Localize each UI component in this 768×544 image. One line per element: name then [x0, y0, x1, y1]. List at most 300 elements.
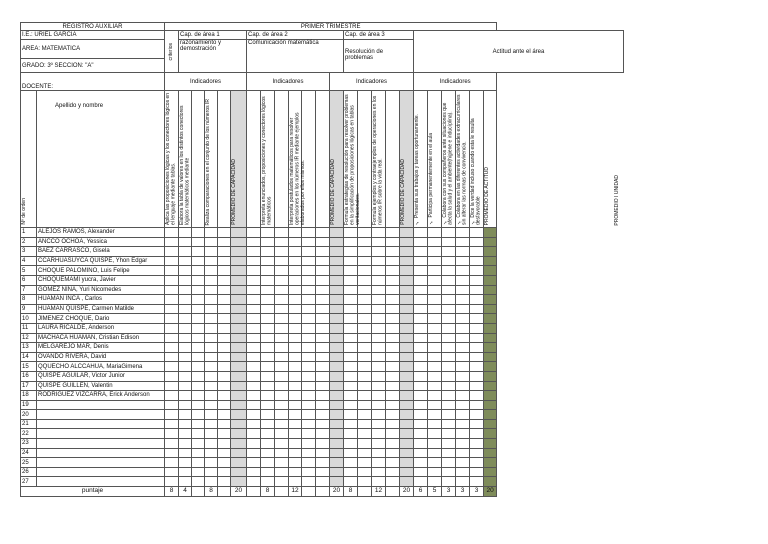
grade-cell[interactable]	[275, 410, 289, 420]
grade-cell[interactable]	[428, 371, 442, 381]
grade-cell[interactable]	[179, 333, 192, 343]
grade-cell[interactable]	[192, 429, 205, 439]
grade-cell[interactable]	[414, 381, 428, 391]
grade-cell[interactable]	[289, 343, 302, 353]
grade-cell[interactable]	[386, 448, 400, 458]
grade-cell[interactable]	[442, 477, 456, 487]
grade-cell[interactable]	[344, 391, 358, 401]
grade-cell[interactable]	[247, 400, 261, 410]
grade-cell[interactable]	[386, 419, 400, 429]
grade-cell[interactable]	[414, 400, 428, 410]
grade-cell[interactable]	[344, 333, 358, 343]
grade-cell[interactable]	[358, 304, 372, 314]
grade-cell[interactable]	[456, 467, 470, 477]
grade-cell[interactable]	[192, 410, 205, 420]
grade-cell[interactable]	[456, 295, 470, 305]
grade-cell[interactable]	[358, 419, 372, 429]
grade-cell[interactable]	[372, 247, 386, 257]
grade-cell[interactable]	[470, 304, 484, 314]
grade-cell[interactable]	[344, 381, 358, 391]
grade-cell[interactable]	[442, 275, 456, 285]
grade-cell[interactable]	[205, 477, 218, 487]
grade-cell[interactable]	[428, 266, 442, 276]
grade-cell[interactable]	[205, 381, 218, 391]
grade-cell[interactable]	[165, 275, 179, 285]
grade-cell[interactable]	[247, 352, 261, 362]
grade-cell[interactable]	[316, 458, 330, 468]
grade-cell[interactable]	[316, 400, 330, 410]
grade-cell[interactable]	[470, 266, 484, 276]
grade-cell[interactable]	[247, 304, 261, 314]
grade-cell[interactable]	[442, 439, 456, 449]
grade-cell[interactable]	[344, 477, 358, 487]
grade-cell[interactable]	[484, 266, 497, 276]
grade-cell[interactable]	[414, 333, 428, 343]
grade-cell[interactable]	[456, 323, 470, 333]
grade-cell[interactable]	[484, 381, 497, 391]
grade-cell[interactable]	[289, 304, 302, 314]
grade-cell[interactable]	[330, 391, 344, 401]
grade-cell[interactable]	[165, 314, 179, 324]
grade-cell[interactable]	[456, 410, 470, 420]
grade-cell[interactable]	[442, 285, 456, 295]
grade-cell[interactable]	[302, 343, 316, 353]
grade-cell[interactable]	[386, 333, 400, 343]
grade-cell[interactable]	[400, 439, 414, 449]
grade-cell[interactable]	[470, 467, 484, 477]
grade-cell[interactable]	[247, 247, 261, 257]
grade-cell[interactable]	[275, 400, 289, 410]
grade-cell[interactable]	[484, 362, 497, 372]
grade-cell[interactable]	[344, 314, 358, 324]
grade-cell[interactable]	[218, 448, 231, 458]
grade-cell[interactable]	[275, 429, 289, 439]
grade-cell[interactable]	[386, 458, 400, 468]
grade-cell[interactable]	[261, 304, 275, 314]
grade-cell[interactable]	[205, 419, 218, 429]
grade-cell[interactable]	[275, 419, 289, 429]
grade-cell[interactable]	[165, 266, 179, 276]
grade-cell[interactable]	[386, 256, 400, 266]
grade-cell[interactable]	[358, 410, 372, 420]
grade-cell[interactable]	[484, 458, 497, 468]
grade-cell[interactable]	[165, 371, 179, 381]
grade-cell[interactable]	[275, 247, 289, 257]
grade-cell[interactable]	[330, 256, 344, 266]
grade-cell[interactable]	[289, 467, 302, 477]
grade-cell[interactable]	[218, 343, 231, 353]
grade-cell[interactable]	[179, 477, 192, 487]
grade-cell[interactable]	[414, 362, 428, 372]
grade-cell[interactable]	[400, 275, 414, 285]
grade-cell[interactable]	[179, 314, 192, 324]
grade-cell[interactable]	[372, 477, 386, 487]
grade-cell[interactable]	[400, 314, 414, 324]
grade-cell[interactable]	[302, 400, 316, 410]
grade-cell[interactable]	[456, 304, 470, 314]
grade-cell[interactable]	[400, 333, 414, 343]
grade-cell[interactable]	[428, 381, 442, 391]
grade-cell[interactable]	[316, 295, 330, 305]
grade-cell[interactable]	[330, 266, 344, 276]
grade-cell[interactable]	[289, 256, 302, 266]
grade-cell[interactable]	[247, 343, 261, 353]
grade-cell[interactable]	[470, 333, 484, 343]
grade-cell[interactable]	[358, 256, 372, 266]
grade-cell[interactable]	[289, 429, 302, 439]
grade-cell[interactable]	[179, 448, 192, 458]
grade-cell[interactable]	[192, 419, 205, 429]
grade-cell[interactable]	[302, 362, 316, 372]
grade-cell[interactable]	[218, 256, 231, 266]
grade-cell[interactable]	[205, 275, 218, 285]
grade-cell[interactable]	[456, 381, 470, 391]
grade-cell[interactable]	[289, 419, 302, 429]
grade-cell[interactable]	[372, 304, 386, 314]
grade-cell[interactable]	[261, 391, 275, 401]
grade-cell[interactable]	[428, 439, 442, 449]
grade-cell[interactable]	[275, 448, 289, 458]
grade-cell[interactable]	[442, 400, 456, 410]
grade-cell[interactable]	[414, 285, 428, 295]
grade-cell[interactable]	[165, 362, 179, 372]
grade-cell[interactable]	[372, 314, 386, 324]
grade-cell[interactable]	[358, 237, 372, 247]
grade-cell[interactable]	[261, 275, 275, 285]
grade-cell[interactable]	[344, 467, 358, 477]
grade-cell[interactable]	[344, 323, 358, 333]
grade-cell[interactable]	[358, 323, 372, 333]
grade-cell[interactable]	[344, 256, 358, 266]
grade-cell[interactable]	[205, 400, 218, 410]
grade-cell[interactable]	[231, 256, 247, 266]
grade-cell[interactable]	[218, 295, 231, 305]
grade-cell[interactable]	[165, 448, 179, 458]
grade-cell[interactable]	[386, 304, 400, 314]
grade-cell[interactable]	[192, 362, 205, 372]
grade-cell[interactable]	[400, 228, 414, 238]
grade-cell[interactable]	[442, 266, 456, 276]
grade-cell[interactable]	[358, 352, 372, 362]
grade-cell[interactable]	[275, 285, 289, 295]
grade-cell[interactable]	[231, 285, 247, 295]
grade-cell[interactable]	[414, 343, 428, 353]
grade-cell[interactable]	[231, 333, 247, 343]
grade-cell[interactable]	[400, 295, 414, 305]
grade-cell[interactable]	[484, 314, 497, 324]
grade-cell[interactable]	[442, 467, 456, 477]
grade-cell[interactable]	[456, 256, 470, 266]
grade-cell[interactable]	[442, 323, 456, 333]
grade-cell[interactable]	[470, 458, 484, 468]
grade-cell[interactable]	[165, 439, 179, 449]
grade-cell[interactable]	[231, 362, 247, 372]
grade-cell[interactable]	[231, 381, 247, 391]
grade-cell[interactable]	[261, 285, 275, 295]
grade-cell[interactable]	[261, 458, 275, 468]
grade-cell[interactable]	[358, 362, 372, 372]
grade-cell[interactable]	[192, 448, 205, 458]
grade-cell[interactable]	[192, 333, 205, 343]
grade-cell[interactable]	[275, 237, 289, 247]
grade-cell[interactable]	[442, 304, 456, 314]
grade-cell[interactable]	[247, 362, 261, 372]
grade-cell[interactable]	[179, 304, 192, 314]
grade-cell[interactable]	[428, 314, 442, 324]
grade-cell[interactable]	[231, 314, 247, 324]
grade-cell[interactable]	[372, 458, 386, 468]
grade-cell[interactable]	[442, 429, 456, 439]
grade-cell[interactable]	[192, 352, 205, 362]
grade-cell[interactable]	[414, 237, 428, 247]
grade-cell[interactable]	[442, 333, 456, 343]
grade-cell[interactable]	[428, 448, 442, 458]
grade-cell[interactable]	[400, 285, 414, 295]
grade-cell[interactable]	[316, 323, 330, 333]
grade-cell[interactable]	[165, 419, 179, 429]
grade-cell[interactable]	[330, 477, 344, 487]
grade-cell[interactable]	[165, 343, 179, 353]
grade-cell[interactable]	[205, 467, 218, 477]
grade-cell[interactable]	[442, 237, 456, 247]
grade-cell[interactable]	[205, 362, 218, 372]
grade-cell[interactable]	[484, 477, 497, 487]
grade-cell[interactable]	[205, 439, 218, 449]
grade-cell[interactable]	[344, 247, 358, 257]
grade-cell[interactable]	[247, 256, 261, 266]
grade-cell[interactable]	[302, 314, 316, 324]
grade-cell[interactable]	[386, 228, 400, 238]
grade-cell[interactable]	[316, 439, 330, 449]
grade-cell[interactable]	[275, 295, 289, 305]
grade-cell[interactable]	[386, 400, 400, 410]
grade-cell[interactable]	[442, 352, 456, 362]
grade-cell[interactable]	[330, 314, 344, 324]
grade-cell[interactable]	[179, 247, 192, 257]
grade-cell[interactable]	[289, 381, 302, 391]
grade-cell[interactable]	[456, 343, 470, 353]
grade-cell[interactable]	[205, 314, 218, 324]
grade-cell[interactable]	[456, 391, 470, 401]
grade-cell[interactable]	[218, 237, 231, 247]
grade-cell[interactable]	[484, 247, 497, 257]
grade-cell[interactable]	[165, 285, 179, 295]
grade-cell[interactable]	[358, 467, 372, 477]
grade-cell[interactable]	[484, 228, 497, 238]
grade-cell[interactable]	[330, 458, 344, 468]
grade-cell[interactable]	[302, 371, 316, 381]
grade-cell[interactable]	[192, 266, 205, 276]
grade-cell[interactable]	[275, 304, 289, 314]
grade-cell[interactable]	[330, 381, 344, 391]
grade-cell[interactable]	[484, 275, 497, 285]
grade-cell[interactable]	[316, 343, 330, 353]
grade-cell[interactable]	[470, 314, 484, 324]
grade-cell[interactable]	[179, 256, 192, 266]
grade-cell[interactable]	[316, 352, 330, 362]
grade-cell[interactable]	[165, 237, 179, 247]
grade-cell[interactable]	[344, 419, 358, 429]
grade-cell[interactable]	[192, 477, 205, 487]
grade-cell[interactable]	[428, 285, 442, 295]
grade-cell[interactable]	[289, 410, 302, 420]
grade-cell[interactable]	[414, 410, 428, 420]
grade-cell[interactable]	[330, 448, 344, 458]
grade-cell[interactable]	[330, 295, 344, 305]
grade-cell[interactable]	[247, 391, 261, 401]
grade-cell[interactable]	[247, 266, 261, 276]
grade-cell[interactable]	[358, 314, 372, 324]
grade-cell[interactable]	[247, 237, 261, 247]
grade-cell[interactable]	[261, 266, 275, 276]
grade-cell[interactable]	[358, 295, 372, 305]
grade-cell[interactable]	[330, 285, 344, 295]
grade-cell[interactable]	[414, 228, 428, 238]
grade-cell[interactable]	[372, 295, 386, 305]
grade-cell[interactable]	[316, 391, 330, 401]
grade-cell[interactable]	[275, 275, 289, 285]
grade-cell[interactable]	[414, 304, 428, 314]
grade-cell[interactable]	[400, 266, 414, 276]
grade-cell[interactable]	[205, 295, 218, 305]
grade-cell[interactable]	[302, 410, 316, 420]
grade-cell[interactable]	[302, 228, 316, 238]
grade-cell[interactable]	[456, 285, 470, 295]
grade-cell[interactable]	[456, 439, 470, 449]
grade-cell[interactable]	[231, 439, 247, 449]
grade-cell[interactable]	[456, 247, 470, 257]
grade-cell[interactable]	[456, 362, 470, 372]
grade-cell[interactable]	[179, 352, 192, 362]
grade-cell[interactable]	[470, 247, 484, 257]
grade-cell[interactable]	[344, 275, 358, 285]
grade-cell[interactable]	[400, 429, 414, 439]
grade-cell[interactable]	[247, 371, 261, 381]
grade-cell[interactable]	[205, 448, 218, 458]
grade-cell[interactable]	[330, 439, 344, 449]
grade-cell[interactable]	[484, 237, 497, 247]
grade-cell[interactable]	[358, 448, 372, 458]
grade-cell[interactable]	[165, 467, 179, 477]
grade-cell[interactable]	[386, 371, 400, 381]
grade-cell[interactable]	[231, 247, 247, 257]
grade-cell[interactable]	[400, 391, 414, 401]
grade-cell[interactable]	[344, 400, 358, 410]
grade-cell[interactable]	[275, 333, 289, 343]
grade-cell[interactable]	[484, 429, 497, 439]
grade-cell[interactable]	[289, 285, 302, 295]
grade-cell[interactable]	[192, 295, 205, 305]
grade-cell[interactable]	[456, 333, 470, 343]
grade-cell[interactable]	[428, 295, 442, 305]
grade-cell[interactable]	[442, 256, 456, 266]
grade-cell[interactable]	[456, 371, 470, 381]
grade-cell[interactable]	[179, 419, 192, 429]
grade-cell[interactable]	[330, 247, 344, 257]
grade-cell[interactable]	[205, 371, 218, 381]
grade-cell[interactable]	[344, 362, 358, 372]
grade-cell[interactable]	[275, 439, 289, 449]
grade-cell[interactable]	[484, 304, 497, 314]
grade-cell[interactable]	[247, 314, 261, 324]
grade-cell[interactable]	[428, 304, 442, 314]
grade-cell[interactable]	[414, 352, 428, 362]
grade-cell[interactable]	[372, 323, 386, 333]
grade-cell[interactable]	[205, 391, 218, 401]
grade-cell[interactable]	[372, 333, 386, 343]
grade-cell[interactable]	[400, 400, 414, 410]
grade-cell[interactable]	[372, 275, 386, 285]
grade-cell[interactable]	[231, 275, 247, 285]
grade-cell[interactable]	[330, 343, 344, 353]
grade-cell[interactable]	[192, 285, 205, 295]
grade-cell[interactable]	[218, 429, 231, 439]
grade-cell[interactable]	[344, 285, 358, 295]
grade-cell[interactable]	[165, 256, 179, 266]
grade-cell[interactable]	[358, 381, 372, 391]
grade-cell[interactable]	[231, 352, 247, 362]
grade-cell[interactable]	[344, 410, 358, 420]
grade-cell[interactable]	[231, 419, 247, 429]
grade-cell[interactable]	[247, 228, 261, 238]
grade-cell[interactable]	[442, 448, 456, 458]
grade-cell[interactable]	[484, 333, 497, 343]
grade-cell[interactable]	[165, 458, 179, 468]
grade-cell[interactable]	[247, 295, 261, 305]
grade-cell[interactable]	[218, 458, 231, 468]
grade-cell[interactable]	[414, 477, 428, 487]
grade-cell[interactable]	[372, 237, 386, 247]
grade-cell[interactable]	[179, 228, 192, 238]
grade-cell[interactable]	[386, 352, 400, 362]
grade-cell[interactable]	[205, 333, 218, 343]
grade-cell[interactable]	[205, 256, 218, 266]
grade-cell[interactable]	[289, 439, 302, 449]
grade-cell[interactable]	[192, 439, 205, 449]
grade-cell[interactable]	[372, 381, 386, 391]
grade-cell[interactable]	[344, 352, 358, 362]
grade-cell[interactable]	[218, 419, 231, 429]
grade-cell[interactable]	[344, 295, 358, 305]
grade-cell[interactable]	[400, 448, 414, 458]
grade-cell[interactable]	[302, 352, 316, 362]
grade-cell[interactable]	[316, 285, 330, 295]
grade-cell[interactable]	[205, 237, 218, 247]
grade-cell[interactable]	[316, 371, 330, 381]
grade-cell[interactable]	[275, 362, 289, 372]
grade-cell[interactable]	[192, 314, 205, 324]
grade-cell[interactable]	[231, 304, 247, 314]
grade-cell[interactable]	[484, 256, 497, 266]
grade-cell[interactable]	[372, 439, 386, 449]
grade-cell[interactable]	[192, 371, 205, 381]
grade-cell[interactable]	[470, 323, 484, 333]
grade-cell[interactable]	[358, 247, 372, 257]
grade-cell[interactable]	[442, 419, 456, 429]
grade-cell[interactable]	[316, 381, 330, 391]
grade-cell[interactable]	[386, 285, 400, 295]
grade-cell[interactable]	[247, 333, 261, 343]
grade-cell[interactable]	[247, 477, 261, 487]
grade-cell[interactable]	[386, 467, 400, 477]
grade-cell[interactable]	[231, 295, 247, 305]
grade-cell[interactable]	[218, 477, 231, 487]
grade-cell[interactable]	[456, 400, 470, 410]
grade-cell[interactable]	[261, 247, 275, 257]
grade-cell[interactable]	[470, 477, 484, 487]
grade-cell[interactable]	[218, 352, 231, 362]
grade-cell[interactable]	[386, 343, 400, 353]
